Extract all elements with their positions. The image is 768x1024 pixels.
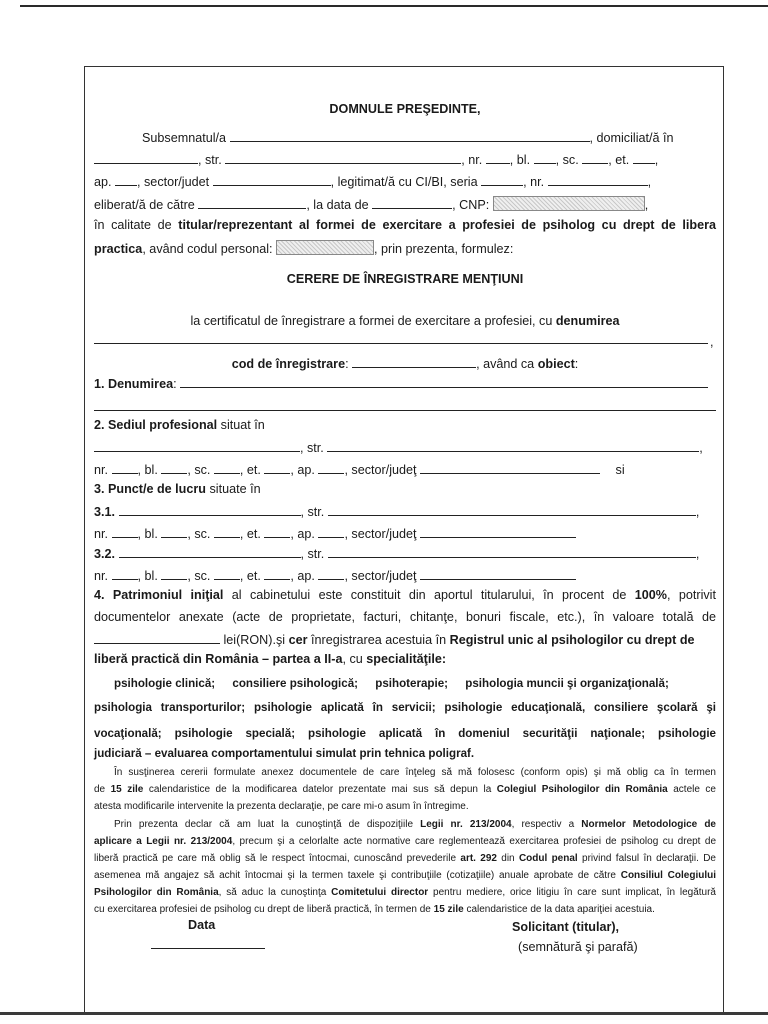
spec-clinica[interactable]: psihologie clinică; — [114, 677, 216, 690]
field-sediu-sc[interactable] — [214, 462, 240, 474]
field-sediu-strada[interactable] — [327, 440, 699, 452]
para2-line-6: cu exercitarea profesiei de psiholog cu drept de liberă practică, în termen de 15 zile calendaristice de la data apariţiei acestuia. — [94, 904, 655, 915]
field-nr[interactable] — [486, 152, 510, 164]
comma-mark: , — [710, 335, 714, 349]
field-denumirea-line-2[interactable] — [94, 410, 716, 411]
section-3-2-line-1: 3.2. , str. , — [94, 547, 700, 561]
para1-line-2: de 15 zile calendaristice de la modificarea datelor prezentate mai sus să depun la Colegiul Psihologilor din România actele ce — [94, 784, 716, 795]
section-3-heading: 3. Punct/e de lucru situate în — [94, 482, 261, 496]
data-label: Data — [188, 918, 216, 932]
field-sediu-bl[interactable] — [161, 462, 187, 474]
field-punct1-sc[interactable] — [214, 526, 240, 538]
section-3-2-line-2: nr. , bl. , sc. , et. , ap. , sector/judeţ — [94, 568, 716, 584]
field-punct2-sector[interactable] — [420, 568, 576, 580]
field-sediu-et[interactable] — [264, 462, 290, 474]
field-punct2-strada[interactable] — [328, 546, 696, 558]
field-punct2-nr[interactable] — [112, 568, 138, 580]
section-2-line-2: nr. , bl. , sc. , et. , ap. , sector/judeţ si — [94, 463, 625, 477]
field-sediu-nr[interactable] — [112, 462, 138, 474]
spec-judiciara-start[interactable]: psihologie — [658, 727, 716, 740]
intro-line-2: , str. , nr. , bl. , sc. , et. , — [94, 152, 716, 168]
redacted-cod-personal — [276, 240, 374, 255]
field-punct1-strada[interactable] — [328, 504, 696, 516]
field-data[interactable] — [151, 948, 265, 949]
spec-psihoterapie[interactable]: psihoterapie; — [375, 677, 449, 690]
field-etaj[interactable] — [633, 152, 655, 164]
field-punct2-et[interactable] — [264, 568, 290, 580]
field-scara[interactable] — [582, 152, 608, 164]
section-3-1-line-2: nr. , bl. , sc. , et. , ap. , sector/judeţ — [94, 526, 716, 542]
specialitati-row-2 — [94, 700, 716, 715]
field-punct1-nr[interactable] — [112, 526, 138, 538]
section-4-line-1: 4. Patrimoniul iniţial al cabinetului este constituit din aportul titularului, în procent de 100%, potrivit — [94, 588, 716, 602]
field-nume[interactable] — [230, 130, 590, 142]
specialitati-row-1 — [94, 676, 716, 691]
spec-consiliere[interactable]: consiliere psihologică; — [232, 677, 359, 690]
spec-transporturi[interactable]: psihologia transporturilor; — [94, 701, 246, 714]
spec-educationala[interactable]: psihologie educaţională, consiliere şcolară şi — [444, 701, 716, 714]
field-punct1-localitate[interactable] — [119, 504, 301, 516]
field-data-eliberare[interactable] — [372, 197, 452, 209]
field-eliberat[interactable] — [198, 197, 306, 209]
field-strada[interactable] — [225, 152, 461, 164]
para2-line-1: Prin prezenta declar că am luat la cunoştinţă de dispoziţiile Legii nr. 213/2004, respectiv a Normelor Metodologice de — [114, 819, 716, 830]
section-3-1-line-1: 3.1. , str. , — [94, 505, 700, 519]
spec-securitatii[interactable]: psihologie aplicată în domeniul securităţii naţionale; — [308, 727, 646, 740]
section-4-line-2: documentelor anexate (acte de proprietate, facturi, chitanţe, bonuri fiscale, etc.), în valoare totală de — [94, 610, 716, 624]
specialitati-row-4[interactable]: judiciară – evaluarea comportamentului simulat prin tehnica poligraf. — [94, 747, 475, 760]
section-2-heading: 2. Sediul profesional situat în — [94, 418, 265, 432]
para1-line-1: În susţinerea cererii formulate anexez documentele de care înţeleg să mă folosesc (conform opis) şi mă oblig ca în termen — [114, 767, 716, 778]
field-punct2-localitate[interactable] — [119, 546, 301, 558]
field-bloc[interactable] — [534, 152, 556, 164]
field-valoare[interactable] — [94, 632, 220, 644]
para2-line-5: Psihologilor din România, să aduc la cunoştinţa Comitetului director pentru mediere, orice litigiu în care sunt implicat, în legătură — [94, 887, 716, 898]
field-denumire-line[interactable] — [94, 343, 708, 344]
field-punct1-et[interactable] — [264, 526, 290, 538]
label-domiciliat: , domiciliat/ă în — [589, 131, 674, 145]
bottom-scan-edge — [0, 1012, 768, 1015]
field-punct1-sector[interactable] — [420, 526, 576, 538]
field-nr-ci[interactable] — [548, 174, 648, 186]
field-cod-inregistrare[interactable] — [352, 356, 476, 368]
cod-line: cod de înregistrare: , având ca obiect: — [231, 357, 579, 371]
field-sediu-localitate[interactable] — [94, 440, 300, 452]
semnatura-label: (semnătură şi parafă) — [518, 940, 638, 954]
solicitant-label: Solicitant (titular), — [512, 920, 620, 934]
intro-line-4: eliberat/ă de către , la data de , CNP: , — [94, 198, 649, 212]
para2-line-2: aplicare a Legii nr. 213/2004, precum şi a celorlalte acte normative care reglementează exercitarea profesiei de psiholog cu drept de — [94, 836, 717, 847]
field-punct1-ap[interactable] — [318, 526, 344, 538]
field-ap[interactable] — [115, 174, 137, 186]
intro-line-1 — [94, 130, 716, 146]
section-4-line-3: lei(RON).şi cer înregistrarea acestuia în Registrul unic al psihologilor cu drept de — [94, 632, 716, 648]
field-punct2-sc[interactable] — [214, 568, 240, 580]
specialitati-row-3: vocaţională; psihologie specială; psihologie aplicată în domeniul securităţii naţionale; psihologie — [94, 727, 716, 740]
label-subsemnatul: Subsemnatul/a — [142, 131, 227, 145]
field-punct2-bl[interactable] — [161, 568, 187, 580]
field-denumirea-noua[interactable] — [180, 376, 708, 388]
spec-speciala[interactable]: psihologie specială; — [174, 727, 296, 740]
field-localitate[interactable] — [94, 152, 198, 164]
calitate-text: titular/reprezentant al formei de exercitare a profesiei de psiholog cu drept de libera — [178, 218, 716, 232]
field-sediu-sector[interactable] — [420, 462, 600, 474]
section-2-line-1: , str. , — [94, 440, 716, 456]
field-punct1-bl[interactable] — [161, 526, 187, 538]
page-title: DOMNULE PREŞEDINTE, — [329, 102, 481, 116]
field-sediu-ap[interactable] — [318, 462, 344, 474]
redacted-cnp — [493, 196, 645, 211]
field-seria[interactable] — [481, 174, 523, 186]
cerere-title: CERERE DE ÎNREGISTRARE MENŢIUNI — [286, 272, 524, 286]
spec-muncii[interactable]: psihologia muncii şi organizaţională; — [465, 677, 669, 690]
field-punct2-ap[interactable] — [318, 568, 344, 580]
top-scan-edge — [20, 5, 768, 7]
para2-line-4: asemenea mă angajez să achit întocmai şi la termen taxele şi contribuţiile (cotizaţiile) anuale aprobate de către Consiliul Colegiului — [94, 870, 716, 881]
para2-line-3: liberă practică pe care mă oblig să le respect întocmai, cunoscând prevederile art. 292 din Codul penal privind falsul în declaraţii. De — [94, 853, 716, 864]
intro-line-3: ap. , sector/judet , legitimat/ă cu CI/BI, seria , nr. , — [94, 175, 652, 189]
field-sector[interactable] — [213, 174, 331, 186]
spec-servicii[interactable]: psihologie aplicată în servicii; — [253, 701, 436, 714]
section-4-line-4: liberă practică din România – partea a II-a, cu specialităţile: — [94, 652, 447, 666]
para1-line-3: atesta modificarile intervenite la prezenta declaraţie, pe care mi-o asum în întregime. — [94, 801, 469, 812]
certificat-line: la certificatul de înregistrare a formei de exercitare a profesiei, cu denumirea — [190, 314, 620, 328]
intro-line-5: în calitate de titular/reprezentant al formei de exercitare a profesiei de psiholog cu drept de libera — [94, 218, 716, 232]
section-1: 1. Denumirea: — [94, 376, 716, 392]
intro-line-6: practica, având codul personal: , prin prezenta, formulez: — [94, 242, 514, 256]
